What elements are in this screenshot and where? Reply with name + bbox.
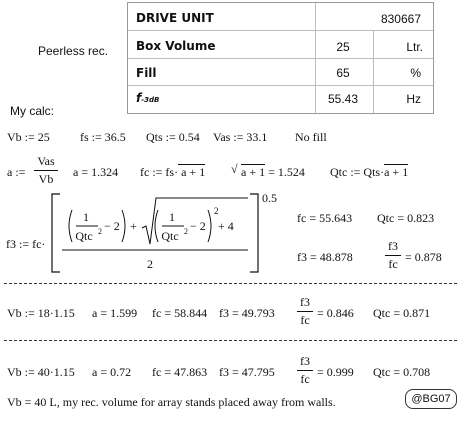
- case3-a: a = 0.72: [92, 365, 132, 379]
- f3-minus-a: − 2: [104, 219, 120, 233]
- table-value-box-volume: 25: [336, 40, 350, 54]
- table-label-f3db: f-3dB: [136, 91, 160, 105]
- result-f3: f3 = 48.878: [297, 250, 353, 264]
- case2-fc: fc = 58.844: [152, 306, 208, 320]
- f3-sq-a: 2: [98, 227, 102, 236]
- case2-vb: Vb := 18·1.15: [7, 306, 75, 320]
- f3-one-a: 1: [83, 210, 89, 224]
- divider-2: [4, 340, 457, 341]
- table-label-drive-unit: DRIVE UNIT: [136, 11, 214, 25]
- f3-qtc-a: Qtc: [75, 229, 93, 243]
- param-fs: fs := 36.5: [80, 130, 126, 144]
- case3-ratio: f3 fc: [297, 354, 313, 387]
- table-label-box-volume: Box Volume: [136, 39, 216, 53]
- case2-a: a = 1.599: [92, 306, 138, 320]
- param-fill: No fill: [295, 130, 327, 144]
- case2-ratio-value: = 0.846: [317, 306, 354, 320]
- root-expression: √ a + 1 = 1.524: [231, 162, 305, 179]
- case2-f3: f3 = 49.793: [219, 306, 275, 320]
- drive-unit-table: [127, 2, 434, 114]
- case2-ratio: f3 fc: [297, 295, 313, 328]
- table-value-f3db: 55.43: [327, 92, 359, 106]
- case2-qtc: Qtc = 0.871: [373, 306, 431, 320]
- f3-exponent: 0.5: [262, 191, 277, 205]
- f3-lhs: f3 := fc·: [6, 237, 46, 251]
- table-value-fill: 65: [336, 66, 350, 80]
- a-def-lhs: a :=: [7, 165, 26, 179]
- param-vas: Vas := 33.1: [213, 130, 268, 144]
- table-unit-box-volume: Ltr.: [406, 40, 423, 54]
- table-unit-f3db: Hz: [406, 92, 421, 106]
- f3-denominator: 2: [147, 257, 153, 271]
- param-vb: Vb := 25: [7, 130, 50, 144]
- case3-fc: fc = 47.863: [152, 365, 208, 379]
- author-badge: @BG07: [405, 389, 457, 409]
- note-text: Vb = 40 L, my rec. volume for array stands placed away from walls.: [7, 395, 336, 409]
- result-fc: fc = 55.643: [297, 211, 353, 225]
- result-qtc: Qtc = 0.823: [377, 211, 435, 225]
- case3-ratio-value: = 0.999: [317, 365, 354, 379]
- qtc-def: Qtc := Qts·a + 1: [330, 165, 409, 179]
- f3-minus-b: − 2: [190, 219, 206, 233]
- f3-outer-sq: 2: [214, 206, 219, 216]
- f3-plus: +: [130, 219, 137, 233]
- case3-f3: f3 = 47.795: [219, 365, 275, 379]
- a-fraction: Vas Vb: [34, 154, 58, 187]
- param-qts: Qts := 0.54: [146, 130, 200, 144]
- f3-one-b: 1: [169, 210, 175, 224]
- f3-sq-b: 2: [184, 227, 188, 236]
- result-ratio: f3 fc: [385, 239, 401, 272]
- a-value: a = 1.324: [73, 165, 119, 179]
- case3-vb: Vb := 40·1.15: [7, 365, 75, 379]
- fc-def: fc := fs· a + 1: [140, 165, 206, 179]
- case3-qtc: Qtc = 0.708: [373, 365, 431, 379]
- peerless-label: Peerless rec.: [38, 44, 109, 58]
- f3-formula: [0, 188, 290, 278]
- result-ratio-value: = 0.878: [405, 250, 442, 264]
- my-calc-label: My calc:: [10, 104, 55, 118]
- divider-1: [4, 283, 457, 284]
- f3-plus-four: + 4: [218, 219, 234, 233]
- table-value-drive-unit: 830667: [380, 12, 421, 26]
- table-unit-fill: %: [410, 66, 421, 80]
- table-label-fill: Fill: [136, 66, 157, 80]
- f3-qtc-b: Qtc: [161, 229, 179, 243]
